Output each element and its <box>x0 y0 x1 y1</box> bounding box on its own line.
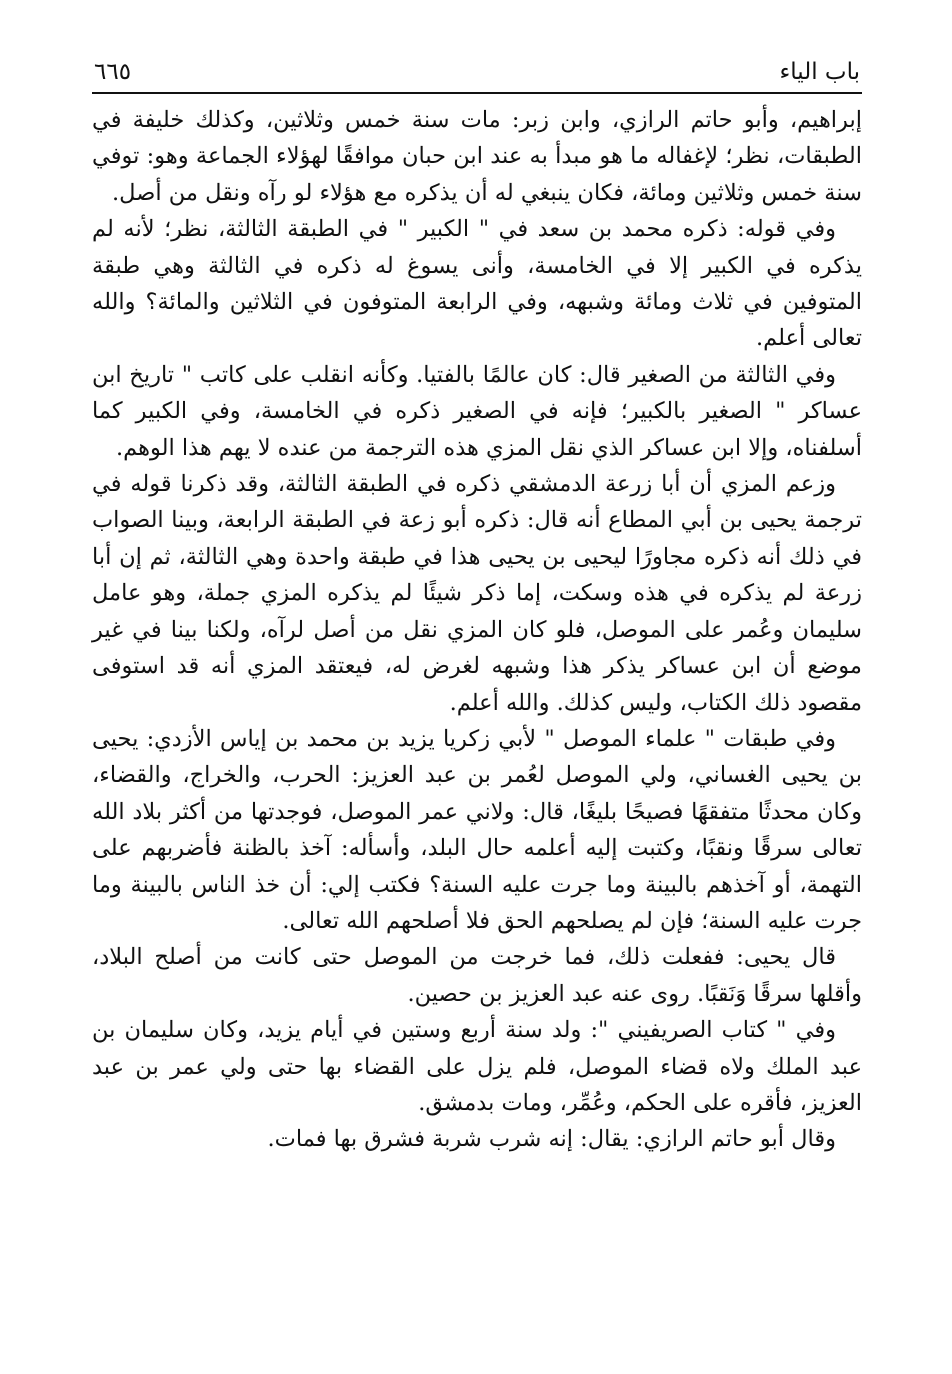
paragraph: وفي الثالثة من الصغير قال: كان عالمًا بالفتيا. وكأنه انقلب على كاتب " تاريخ ابن عساكر " الصغير بالكبير؛ فإنه في الصغير ذكره في الخامسة، وفي الكبير كما أسلفناه، وإلا ابن عساكر الذي نقل المزي هذه الترجمة من عنده لا يهم هذا الوهم. <box>92 361 862 461</box>
page-number: ٦٦٥ <box>94 59 132 85</box>
header-rule <box>92 92 862 94</box>
running-header <box>92 56 862 92</box>
paragraph: وفي " كتاب الصريفيني ": ولد سنة أربع وستين في أيام يزيد، وكان سليمان بن عبد الملك ولاه قضاء الموصل، فلم يزل على القضاء بها حتى ولي عمر بن عبد العزيز، فأقره على الحكم، وعُمِّر، ومات بدمشق. <box>92 1017 862 1116</box>
paragraph: وقال أبو حاتم الرازي: يقال: إنه شرب شربة فشرق بها فمات. <box>267 1126 836 1153</box>
paragraph: إبراهيم، وأبو حاتم الرازي، وابن زبر: مات سنة خمس وثلاثين، وكذلك خليفة في الطبقات، نظر؛ لإغفاله ما هو مبدأ به عند ابن حبان موافقًا لهؤلاء الجماعة وهو: توفي سنة خمس وثلاثين ومائة، فكان ينبغي له أن يذكره مع هؤلاء لو رآه ونقل من أصل. <box>92 107 862 206</box>
body-text <box>92 102 862 1158</box>
paragraph: وفي طبقات " علماء الموصل " لأبي زكريا يزيد بن محمد بن إياس الأزدي: يحيى بن يحيى الغساني، ولي الموصل لعُمر بن عبد العزيز: الحرب، والخراج، والقضاء، وكان محدثًا متفقهًا فصيحًا بليغًا، قال: ولاني عمر الموصل، فوجدتها من أكثر بلاد الله تعالى سرقًا ونقبًا، وكتبت إليه أعلمه حال البلد، وأسأله: آخذ بالظنة فأضربهم على التهمة، أو آخذهم بالبينة وما جرت عليه السنة؟ فكتب إلي: أن خذ الناس بالبينة وما جرت عليه السنة؛ فإن لم يصلحهم الحق فلا أصلحهم الله تعالى. <box>92 725 862 934</box>
paragraph: وفي قوله: ذكره محمد بن سعد في " الكبير " في الطبقة الثالثة، نظر؛ لأنه لم يذكره في الكبير إلا في الخامسة، وأنى يسوغ له ذكره في الثالثة وهي طبقة المتوفين في ثلاث ومائة وشبهه، وفي الرابعة المتوفون في الثلاثين والمائة؟ والله تعالى أعلم. <box>92 216 862 352</box>
paragraph: قال يحيى: ففعلت ذلك، فما خرجت من الموصل حتى كانت من أصلح البلاد، وأقلها سرقًا وَنَقبًا. روى عنه عبد العزيز بن حصين. <box>92 944 862 1007</box>
chapter-title: باب الياء <box>779 59 860 85</box>
paragraph: وزعم المزي أن أبا زرعة الدمشقي ذكره في الطبقة الثالثة، وقد ذكرنا قوله في ترجمة يحيى بن أبي المطاع أنه قال: ذكره أبو زعة في الطبقة الرابعة، وبينا الصواب في ذلك أنه ذكره مجاورًا ليحيى بن يحيى هذا في طبقة واحدة وهي الثالثة، ثم إن أبا زرعة لم يذكره في هذه وسكت، إما ذكر شيئًا لم يذكره المزي جملة، وهو عامل سليمان وعُمر على الموصل، فلو كان المزي نقل من أصل لرآه، ولكنا بينا في غير موضع أن ابن عساكر يذكر هذا وشبهه لغرض له، فيعتقد المزي أنه قد استوفى مقصود ذلك الكتاب، وليس كذلك. والله أعلم. <box>92 471 862 716</box>
